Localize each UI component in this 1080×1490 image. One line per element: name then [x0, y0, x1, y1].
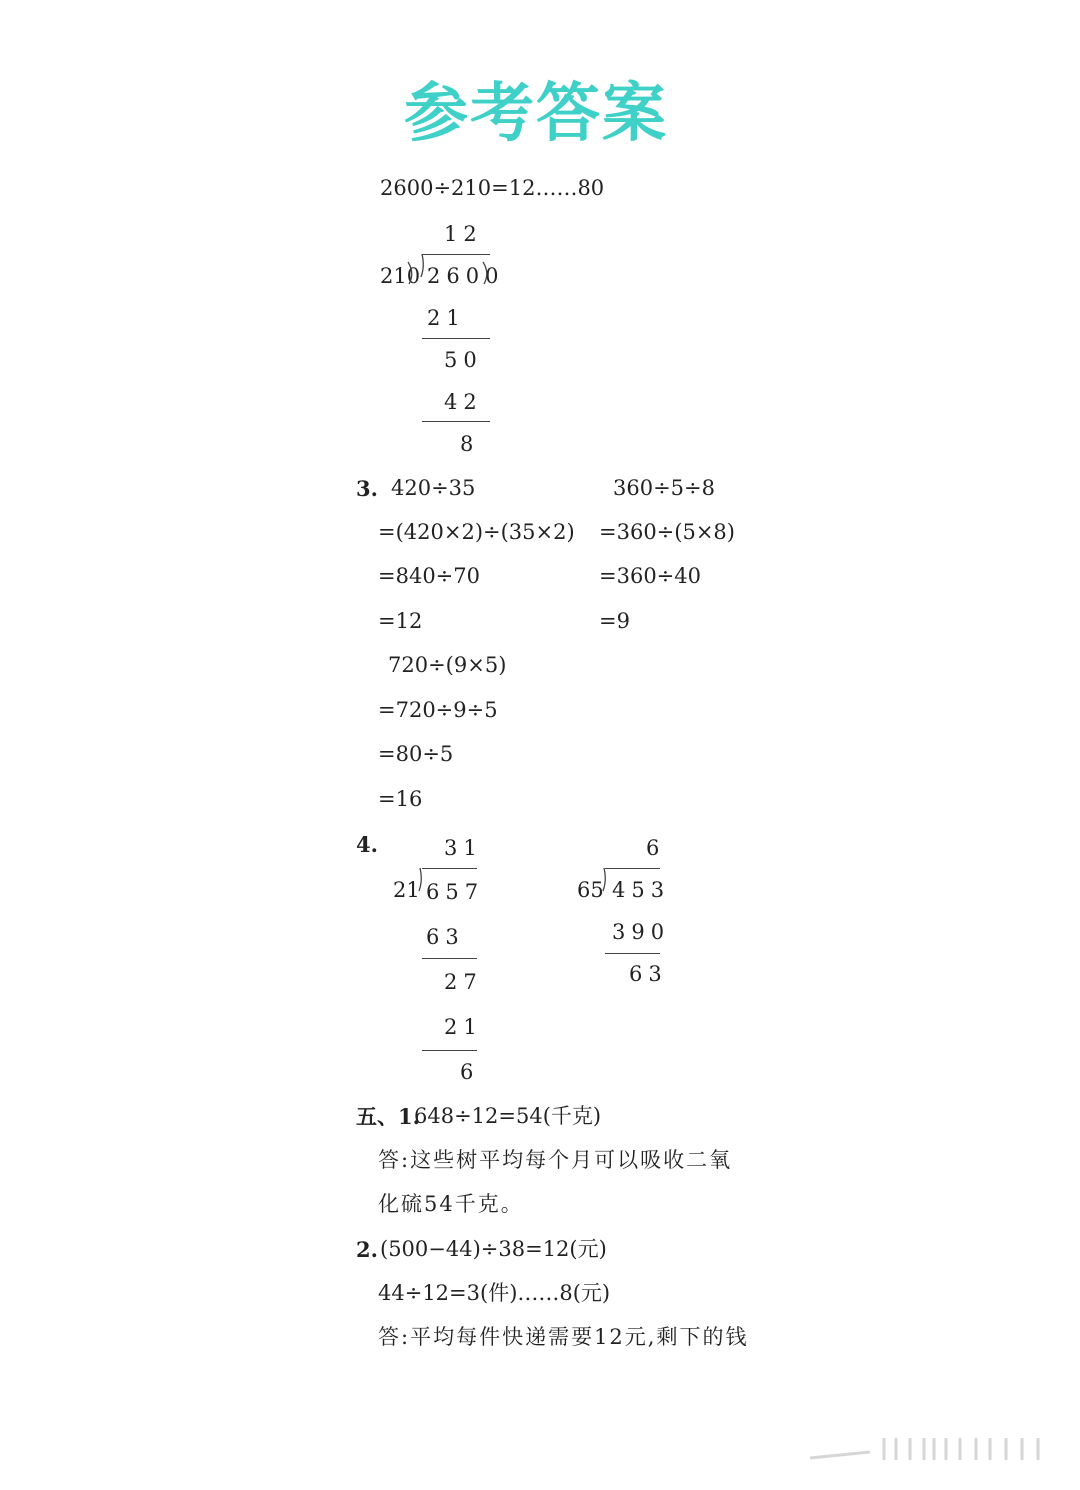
dividend: 2600	[427, 264, 505, 288]
step-product: 42	[444, 390, 483, 414]
calc-line: =80÷5	[378, 742, 454, 766]
question-number: 4.	[356, 832, 378, 857]
final-remainder: 6	[460, 1060, 480, 1084]
question-number: 2.	[356, 1237, 378, 1262]
calc-line: =12	[378, 609, 423, 633]
divisor: 210	[380, 264, 421, 288]
calc-line: 420÷35	[391, 476, 476, 500]
final-remainder: 63	[629, 962, 668, 986]
calc-line: =16	[378, 787, 423, 811]
division-bar-top	[605, 868, 660, 869]
divisor: 21	[393, 878, 420, 902]
calc-line: =360÷(5×8)	[599, 520, 735, 544]
calc-line: =840÷70	[378, 564, 480, 588]
division-bar-top	[422, 254, 490, 255]
step-product: 390	[612, 920, 671, 944]
quotient: 6	[646, 836, 666, 860]
answer-text: 答:这些树平均每个月可以吸收二氧	[378, 1148, 733, 1172]
step-remainder: 27	[444, 970, 483, 994]
page-title: 参考答案	[404, 77, 668, 151]
step-product: 63	[426, 925, 465, 949]
step-rule	[422, 421, 490, 422]
calc-line: 720÷(9×5)	[388, 653, 507, 677]
step-product: 21	[427, 306, 466, 330]
step-remainder: 50	[444, 348, 483, 372]
section-prefix: 五、1.	[356, 1104, 420, 1129]
calc-line: =(420×2)÷(35×2)	[378, 520, 575, 544]
divisor: 65	[577, 878, 604, 902]
step-rule	[605, 953, 660, 954]
step-rule	[422, 1050, 477, 1051]
division-bar-top	[422, 868, 477, 869]
step-rule	[422, 958, 477, 959]
calc-line: =720÷9÷5	[378, 698, 498, 722]
bracket-mark	[600, 866, 610, 892]
equation: 2600÷210=12……80	[380, 176, 605, 200]
calc-line: 648÷12=54(千克)	[414, 1104, 602, 1128]
calc-line: =9	[599, 609, 630, 633]
dividend: 453	[612, 878, 671, 902]
watermark-mark	[800, 1430, 1060, 1470]
dividend: 657	[426, 880, 485, 904]
calc-line: 44÷12=3(件)……8(元)	[378, 1281, 611, 1305]
question-number: 3.	[356, 476, 378, 501]
cancel-mark	[481, 260, 491, 286]
cancel-mark	[406, 260, 416, 286]
quotient: 12	[444, 222, 483, 246]
step-rule	[422, 338, 490, 339]
quotient: 31	[444, 836, 483, 860]
calc-line: 360÷5÷8	[613, 476, 715, 500]
calc-line: (500−44)÷38=12(元)	[380, 1237, 607, 1261]
answer-text: 答:平均每件快递需要12元,剩下的钱	[378, 1325, 749, 1349]
answer-text: 化硫54千克。	[378, 1192, 524, 1216]
final-remainder: 8	[460, 432, 480, 456]
bracket-mark	[416, 866, 426, 892]
calc-line: =360÷40	[599, 564, 701, 588]
step-product: 21	[444, 1015, 483, 1039]
